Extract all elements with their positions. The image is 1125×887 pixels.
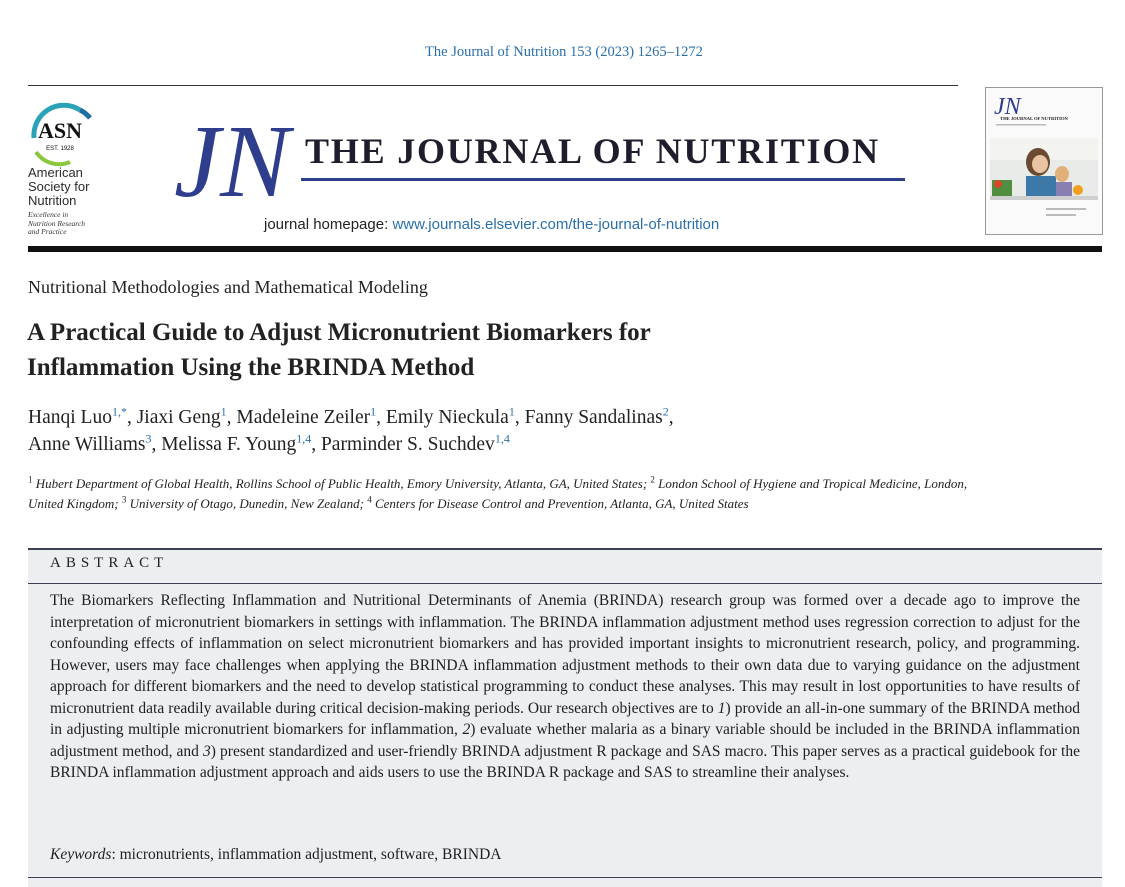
author-affiliation-ref[interactable]: 1 bbox=[508, 404, 515, 419]
asn-logo-text: ASN bbox=[37, 118, 83, 143]
author-link[interactable]: Madeleine Zeiler bbox=[236, 407, 371, 428]
author-affiliation-ref[interactable]: 1,4 bbox=[494, 431, 510, 446]
abstract-heading-rule bbox=[28, 583, 1102, 584]
author-affiliation-ref[interactable]: 1 bbox=[370, 404, 377, 419]
abstract-top-rule bbox=[28, 548, 1102, 550]
society-name: American Society for Nutrition bbox=[28, 165, 90, 208]
author-link[interactable]: Parminder S. Suchdev bbox=[320, 434, 495, 455]
jn-logo bbox=[170, 100, 305, 210]
article-section: Nutritional Methodologies and Mathematical Modeling bbox=[28, 277, 428, 297]
svg-text:JN: JN bbox=[994, 94, 1021, 120]
society-tagline: Excellence in Nutrition Research and Practice bbox=[28, 210, 86, 236]
header-divider bbox=[28, 85, 958, 86]
journal-title-underline bbox=[301, 178, 905, 181]
author-link[interactable]: Emily Nieckula bbox=[385, 407, 509, 428]
affiliations: $^1$ Hubert Department of Global Health, Rollins School of Public Health, Emory University, Atlanta, GA, United States; $^2$ London School of Hygiene and Tropical Medicine, London, United Kingdom; $^3$ University of Otago, Dunedin, New Zealand; $^4$ Centers for Disease Control and Prevention, Atlanta, GA, United States bbox=[28, 474, 968, 511]
asn-est: EST. 1928 bbox=[46, 146, 74, 152]
svg-text:JN: JN bbox=[174, 104, 290, 210]
author-affiliation-ref[interactable]: 1 bbox=[220, 404, 227, 419]
author-link[interactable]: Hanqi Luo bbox=[28, 407, 112, 428]
journal-homepage: journal homepage: www.journals.elsevier.com/the-journal-of-nutrition bbox=[264, 216, 720, 233]
author-affiliation-ref[interactable]: 1,4 bbox=[296, 431, 312, 446]
author-link[interactable]: Jiaxi Geng bbox=[136, 407, 221, 428]
keywords: Keywords: micronutrients, inflammation adjustment, software, BRINDA bbox=[50, 846, 502, 863]
article-title: A Practical Guide to Adjust Micronutrient Biomarkers for Inflammation Using the BRINDA Method bbox=[27, 319, 651, 381]
author-affiliation-ref[interactable]: 1,* bbox=[111, 404, 127, 419]
author-link[interactable]: Melissa F. Young bbox=[161, 434, 297, 455]
abstract-body: The Biomarkers Reflecting Inflammation and Nutritional Determinants of Anemia (BRINDA) research group was formed over a decade ago to improve the interpretation of micronutrient biomarkers in settings with inflammation. The BRINDA inflammation adjustment method uses regression correction to adjust for the confounding effects of inflammation on select micronutrient biomarkers and has provided important insights to micronutrient research, policy, and programming. However, users may face challenges when applying the BRINDA inflammation adjustment methods to their own data due to varying guidance on the adjustment approach for different biomarkers and the need to develop statistical programming to conduct these analyses. This may result in lost opportunities to have results of micronutrient data readily available during critical decision-making periods. Our research objectives are to 1) provide an all-in-one summary of the BRINDA method in adjusting multiple micronutrient biomarkers for inflammation, 2) evaluate whether malaria as a binary variable should be included in the BRINDA inflammation adjustment method, and 3) present standardized and user-friendly BRINDA adjustment R package and SAS macro. This paper serves as a practical guidebook for the BRINDA inflammation adjustment approach and aids users to use the BRINDA R package and SAS to streamline their analyses. bbox=[50, 592, 1080, 781]
header-thick-rule bbox=[28, 246, 1102, 252]
author-affiliation-ref[interactable]: 3 bbox=[145, 431, 152, 446]
journal-citation[interactable]: The Journal of Nutrition 153 (2023) 1265–1272 bbox=[425, 44, 703, 60]
svg-text:THE JOURNAL OF NUTRITION: THE JOURNAL OF NUTRITION bbox=[1000, 116, 1068, 121]
abstract-heading: ABSTRACT bbox=[50, 555, 169, 571]
homepage-link[interactable]: www.journals.elsevier.com/the-journal-of-nutrition bbox=[392, 216, 720, 233]
journal-cover-thumbnail bbox=[985, 87, 1103, 235]
author-link[interactable]: Fanny Sandalinas bbox=[524, 407, 663, 428]
abstract-bottom-rule bbox=[28, 877, 1102, 878]
journal-title: THE JOURNAL OF NUTRITION bbox=[305, 131, 880, 171]
author-link[interactable]: Anne Williams bbox=[28, 434, 146, 455]
author-affiliation-ref[interactable]: 2 bbox=[662, 404, 669, 419]
author-list: Hanqi Luo$^{1,*}$, Jiaxi Geng$^1$, Madeleine Zeiler$^1$, Emily Nieckula$^1$, Fanny Sandalinas$^2$, Anne Williams$^3$, Melissa F. Young$^{1,4}$, Parminder S. Suchdev$^{1,4}$ bbox=[28, 404, 674, 455]
